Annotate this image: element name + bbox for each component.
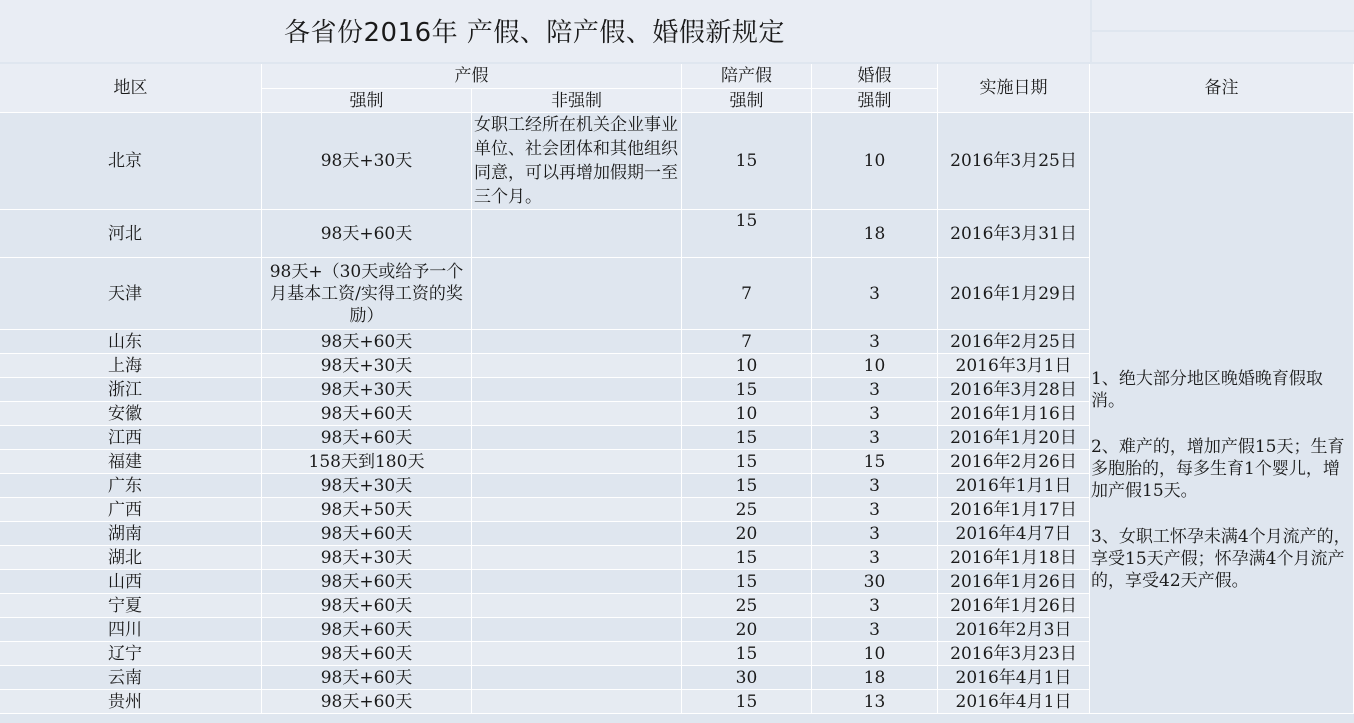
paternity-cell: 15 [682,210,812,258]
page-title: 各省份2016年 产假、陪产假、婚假新规定 [284,18,785,48]
header-region: 地区 [0,64,262,113]
marriage-cell: 10 [812,113,938,210]
date-cell: 2016年2月26日 [938,450,1090,474]
header-paternity-mandatory: 强制 [682,89,812,113]
paternity-cell: 15 [682,474,812,498]
maternity-nonmandatory-cell [472,594,682,618]
marriage-cell: 10 [812,642,938,666]
maternity-nonmandatory-cell [472,402,682,426]
header-date: 实施日期 [938,64,1090,113]
maternity-mandatory-cell: 98天+60天 [262,522,472,546]
region-cell: 江西 [0,426,262,450]
date-cell: 2016年4月1日 [938,666,1090,690]
region-cell: 四川 [0,618,262,642]
paternity-cell: 10 [682,402,812,426]
paternity-cell: 25 [682,594,812,618]
maternity-mandatory-cell: 98天+60天 [262,330,472,354]
maternity-mandatory-cell: 98天+60天 [262,666,472,690]
marriage-cell: 13 [812,690,938,714]
maternity-mandatory-cell: 98天+30天 [262,354,472,378]
region-cell: 云南 [0,666,262,690]
maternity-mandatory-cell: 98天+60天 [262,618,472,642]
region-cell: 浙江 [0,378,262,402]
maternity-nonmandatory-cell [472,618,682,642]
title-area [0,0,1090,62]
maternity-mandatory-cell: 98天+（30天或给予一个月基本工资/实得工资的奖励） [262,258,472,330]
maternity-nonmandatory-cell [472,642,682,666]
marriage-cell: 3 [812,546,938,570]
paternity-cell: 7 [682,258,812,330]
maternity-nonmandatory-cell [472,330,682,354]
maternity-nonmandatory-cell [472,570,682,594]
maternity-nonmandatory-cell [472,258,682,330]
maternity-nonmandatory-cell [472,450,682,474]
marriage-cell: 3 [812,258,938,330]
date-cell: 2016年1月29日 [938,258,1090,330]
date-cell: 2016年1月17日 [938,498,1090,522]
maternity-mandatory-cell: 98天+60天 [262,642,472,666]
paternity-cell: 30 [682,666,812,690]
date-cell: 2016年1月20日 [938,426,1090,450]
region-cell: 安徽 [0,402,262,426]
header-marriage: 婚假 [812,64,938,89]
paternity-cell: 7 [682,330,812,354]
date-cell: 2016年4月7日 [938,522,1090,546]
paternity-cell: 15 [682,113,812,210]
maternity-mandatory-cell: 98天+30天 [262,546,472,570]
date-cell: 2016年4月1日 [938,690,1090,714]
marriage-cell: 3 [812,402,938,426]
maternity-nonmandatory-cell [472,354,682,378]
marriage-cell: 18 [812,210,938,258]
region-cell: 湖南 [0,522,262,546]
leave-policy-table [0,64,1354,714]
region-cell: 福建 [0,450,262,474]
marriage-cell: 3 [812,330,938,354]
header-paternity: 陪产假 [682,64,812,89]
note-item: 2、难产的，增加产假15天；生育多胞胎的，每多生育1个婴儿，增加产假15天。 [1091,437,1345,501]
header-marriage-mandatory: 强制 [812,89,938,113]
maternity-mandatory-cell: 98天+30天 [262,378,472,402]
marriage-cell: 18 [812,666,938,690]
note-item: 3、女职工怀孕未满4个月流产的，享受15天产假；怀孕满4个月流产的，享受42天产假。 [1091,527,1351,591]
date-cell: 2016年1月26日 [938,594,1090,618]
region-cell: 山西 [0,570,262,594]
header-notes: 备注 [1090,64,1354,113]
maternity-mandatory-cell: 158天到180天 [262,450,472,474]
marriage-cell: 10 [812,354,938,378]
marriage-cell: 3 [812,498,938,522]
note-item: 1、绝大部分地区晚婚晚育假取消。 [1091,369,1323,411]
marriage-cell: 15 [812,450,938,474]
maternity-mandatory-cell: 98天+30天 [262,474,472,498]
region-cell: 广东 [0,474,262,498]
maternity-nonmandatory-cell [472,690,682,714]
region-cell: 山东 [0,330,262,354]
paternity-cell: 15 [682,450,812,474]
region-cell: 北京 [0,113,262,210]
maternity-nonmandatory-cell [472,546,682,570]
table-row [0,113,1354,210]
maternity-mandatory-cell: 98天+30天 [262,113,472,210]
date-cell: 2016年3月1日 [938,354,1090,378]
maternity-nonmandatory-cell [472,666,682,690]
marriage-cell: 30 [812,570,938,594]
region-cell: 广西 [0,498,262,522]
paternity-cell: 15 [682,426,812,450]
header-nonmandatory: 非强制 [472,89,682,113]
marriage-cell: 3 [812,426,938,450]
notes-cell [1090,113,1354,714]
paternity-cell: 15 [682,378,812,402]
paternity-cell: 15 [682,546,812,570]
paternity-cell: 15 [682,570,812,594]
region-cell: 天津 [0,258,262,330]
date-cell: 2016年2月3日 [938,618,1090,642]
date-cell: 2016年1月26日 [938,570,1090,594]
paternity-cell: 15 [682,642,812,666]
date-cell: 2016年1月18日 [938,546,1090,570]
maternity-nonmandatory-cell [472,498,682,522]
maternity-mandatory-cell: 98天+60天 [262,594,472,618]
maternity-nonmandatory-cell [472,378,682,402]
maternity-nonmandatory-cell [472,522,682,546]
paternity-cell: 20 [682,618,812,642]
marriage-cell: 3 [812,618,938,642]
date-cell: 2016年3月25日 [938,113,1090,210]
maternity-mandatory-cell: 98天+60天 [262,426,472,450]
region-cell: 上海 [0,354,262,378]
maternity-nonmandatory-cell: 女职工经所在机关企业事业单位、社会团体和其他组织同意，可以再增加假期一至三个月。 [472,113,682,210]
paternity-cell: 20 [682,522,812,546]
region-cell: 河北 [0,210,262,258]
maternity-mandatory-cell: 98天+60天 [262,210,472,258]
paternity-cell: 25 [682,498,812,522]
maternity-mandatory-cell: 98天+60天 [262,690,472,714]
header-mandatory: 强制 [262,89,472,113]
marriage-cell: 3 [812,378,938,402]
region-cell: 湖北 [0,546,262,570]
marriage-cell: 3 [812,474,938,498]
maternity-mandatory-cell: 98天+60天 [262,402,472,426]
region-cell: 辽宁 [0,642,262,666]
region-cell: 贵州 [0,690,262,714]
date-cell: 2016年1月16日 [938,402,1090,426]
date-cell: 2016年3月23日 [938,642,1090,666]
date-cell: 2016年2月25日 [938,330,1090,354]
maternity-nonmandatory-cell [472,210,682,258]
date-cell: 2016年3月31日 [938,210,1090,258]
date-cell: 2016年1月1日 [938,474,1090,498]
title-side-cell [1092,32,1354,62]
maternity-mandatory-cell: 98天+60天 [262,570,472,594]
header-maternity: 产假 [262,64,682,89]
date-cell: 2016年3月28日 [938,378,1090,402]
maternity-nonmandatory-cell [472,474,682,498]
maternity-nonmandatory-cell [472,426,682,450]
maternity-mandatory-cell: 98天+50天 [262,498,472,522]
paternity-cell: 10 [682,354,812,378]
title-side-cell [1092,0,1354,30]
marriage-cell: 3 [812,594,938,618]
region-cell: 宁夏 [0,594,262,618]
marriage-cell: 3 [812,522,938,546]
paternity-cell: 15 [682,690,812,714]
